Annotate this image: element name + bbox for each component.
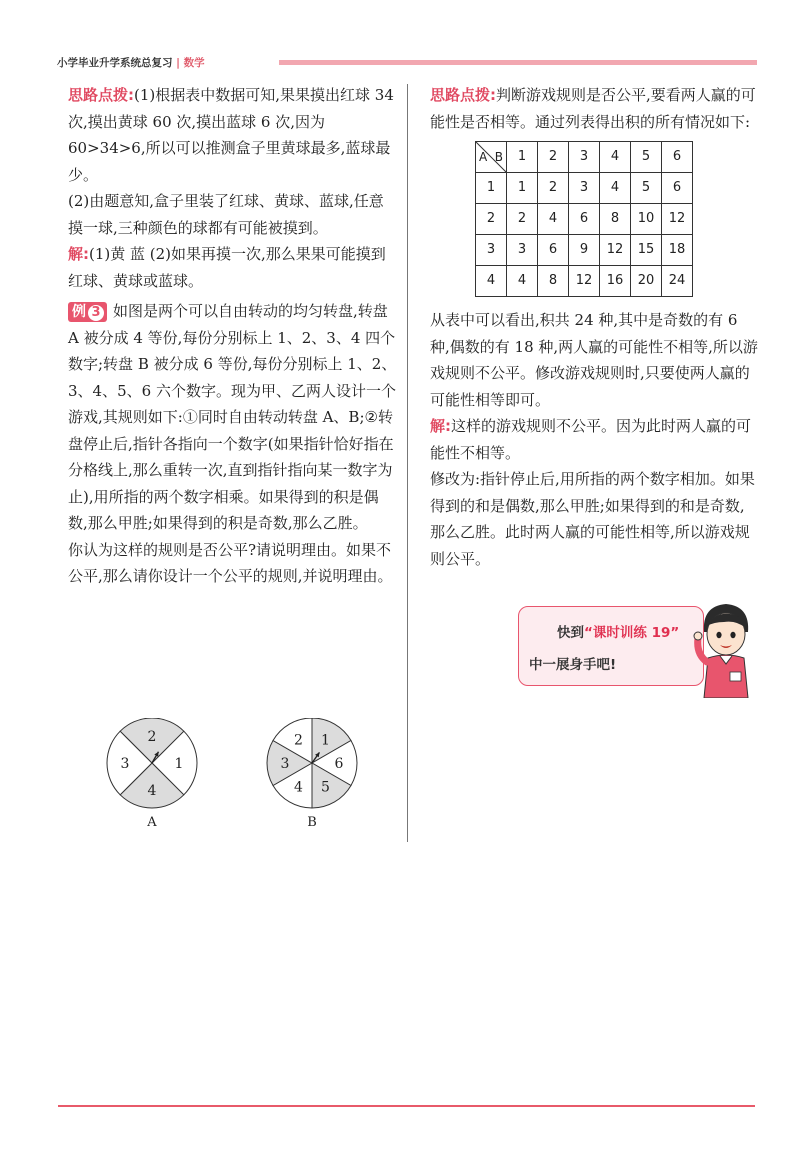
- hint1-label: 思路点拨:: [68, 86, 134, 104]
- table-cell: 8: [600, 204, 631, 235]
- footer-line: [58, 1105, 755, 1107]
- hint1-paragraph: [68, 82, 398, 188]
- hint2-paragraph: [430, 82, 758, 135]
- spinner-b-number: 3: [280, 756, 290, 772]
- table-row: [476, 266, 693, 297]
- subject-label: 数学: [183, 57, 205, 69]
- product-table: [475, 141, 693, 297]
- hint2-text: 判断游戏规则是否公平,要看两人赢的可能性是否相等。通过列表得出积的所有情况如下:: [430, 86, 756, 131]
- practice-callout: [518, 606, 704, 686]
- table-cell: 2: [507, 204, 538, 235]
- spinner-b-number: 1: [321, 732, 330, 749]
- row-header: 1: [476, 173, 507, 204]
- row-header: 4: [476, 266, 507, 297]
- table-cell: 6: [662, 173, 693, 204]
- callout-highlight: “课时训练 19”: [584, 625, 680, 641]
- col-header: 5: [631, 142, 662, 173]
- table-cell: 1: [507, 173, 538, 204]
- example-paragraph: [68, 298, 398, 537]
- column-divider: [407, 84, 408, 842]
- header-bar: [279, 60, 757, 65]
- hint1-part2: (2)由题意知,盒子里装了红球、黄球、蓝球,任意摸一球,三种颜色的球都有可能被摸到。: [68, 192, 384, 237]
- col-header: 2: [538, 142, 569, 173]
- spinner-b-caption: B: [307, 815, 317, 830]
- spinner-b-number: 6: [334, 756, 344, 772]
- table-row: [476, 204, 693, 235]
- table-cell: 9: [569, 235, 600, 266]
- spinner-b-number: 5: [321, 779, 330, 796]
- spinner-b: [267, 718, 357, 830]
- series-title: 小学毕业升学系统总复习: [57, 57, 173, 69]
- col-header: 3: [569, 142, 600, 173]
- spinner-a: [107, 718, 197, 830]
- corner-row-label: A: [479, 150, 488, 164]
- table-cell: 12: [569, 266, 600, 297]
- table-cell: 12: [600, 235, 631, 266]
- table-cell: 2: [538, 173, 569, 204]
- spinner-b-number: 4: [294, 779, 303, 796]
- spinner-a-number: 3: [120, 756, 130, 772]
- example-number: 3: [88, 305, 104, 321]
- answer2-text: 这样的游戏规则不公平。因为此时两人赢的可能性不相等。: [430, 417, 752, 462]
- col-header: 4: [600, 142, 631, 173]
- spinner-a-number: 2: [147, 729, 157, 745]
- table-cell: 12: [662, 204, 693, 235]
- table-cell: 4: [507, 266, 538, 297]
- table-cell: 8: [538, 266, 569, 297]
- table-cell: 20: [631, 266, 662, 297]
- table-cell: 4: [600, 173, 631, 204]
- spinner-a-number: 4: [147, 783, 157, 799]
- right-column: [430, 82, 758, 572]
- table-cell: 5: [631, 173, 662, 204]
- row-header: 3: [476, 235, 507, 266]
- example-label: 例: [72, 304, 86, 320]
- table-cell: 3: [569, 173, 600, 204]
- answer2-paragraph: [430, 413, 758, 466]
- table-cell: 6: [538, 235, 569, 266]
- modify-text: 修改为:指针停止后,用所指的两个数字相加。如果得到的和是偶数,那么甲胜;如果得到的和是奇数,那么乙胜。此时两人赢的可能性相等,所以游戏规则公平。: [430, 470, 755, 568]
- header-separator: |: [176, 57, 180, 69]
- example-text: 如图是两个可以自由转动的均匀转盘,转盘 A 被分成 4 等份,每份分别标上 1、2、3、4 四个数字;转盘 B 被分成 6 等份,每份分别标上 1、2、3、4、5、6 六个数字。现为甲、乙两人设计一个游戏,其规则如下:①同时自由转动转盘 A、B;②转盘停止后,指针各指向一个数字(如果指针恰好指在分格线上,那么重转一次,直到指针指向某一数字为止),用所指的两个数字相乘。如果得到的积是偶数,那么甲胜;如果得到的积是奇数,那么乙胜。: [68, 302, 397, 532]
- table-header-row: [476, 142, 693, 173]
- spinner-b-number: 2: [294, 732, 303, 749]
- hint2-label: 思路点拨:: [430, 86, 496, 104]
- table-row: [476, 173, 693, 204]
- answer1-paragraph: [68, 241, 398, 294]
- table-cell: 24: [662, 266, 693, 297]
- header-text: [57, 55, 205, 70]
- callout-line2: 中一展身手吧!: [529, 657, 617, 673]
- hint1-text: (1)根据表中数据可知,果果摸出红球 34 次,摸出黄球 60 次,摸出蓝球 6 次,因为 60>34>6,所以可以推测盒子里黄球最多,蓝球最少。: [68, 86, 394, 184]
- corner-col-label: B: [494, 150, 503, 164]
- callout-line1: [557, 621, 679, 641]
- col-header: 6: [662, 142, 693, 173]
- example-badge: [68, 302, 107, 322]
- page-header: [57, 56, 757, 70]
- spinner-a-number: 1: [174, 756, 184, 772]
- table-cell: 4: [538, 204, 569, 235]
- left-column: [68, 82, 398, 590]
- table-corner-cell: [476, 142, 507, 173]
- answer1-label: 解:: [68, 245, 89, 263]
- callout-prefix: 快到: [557, 625, 584, 641]
- table-row: [476, 235, 693, 266]
- question-text: 你认为这样的规则是否公平?请说明理由。如果不公平,那么请你设计一个公平的规则,并说明理由。: [68, 540, 393, 585]
- answer1-text: (1)黄 蓝 (2)如果再摸一次,那么果果可能摸到红球、黄球或蓝球。: [68, 245, 386, 290]
- cartoon-boy-icon: [690, 598, 760, 698]
- table-cell: 16: [600, 266, 631, 297]
- spinner-a-caption: A: [147, 815, 157, 830]
- col-header: 1: [507, 142, 538, 173]
- table-cell: 18: [662, 235, 693, 266]
- answer2-label: 解:: [430, 417, 451, 435]
- table-cell: 3: [507, 235, 538, 266]
- table-cell: 10: [631, 204, 662, 235]
- table-cell: 15: [631, 235, 662, 266]
- table-cell: 6: [569, 204, 600, 235]
- row-header: 2: [476, 204, 507, 235]
- spinner-figures: [98, 718, 388, 848]
- analysis-text: 从表中可以看出,积共 24 种,其中是奇数的有 6 种,偶数的有 18 种,两人赢的可能性不相等,所以游戏规则不公平。修改游戏规则时,只要使两人赢的可能性相等即可。: [430, 311, 758, 409]
